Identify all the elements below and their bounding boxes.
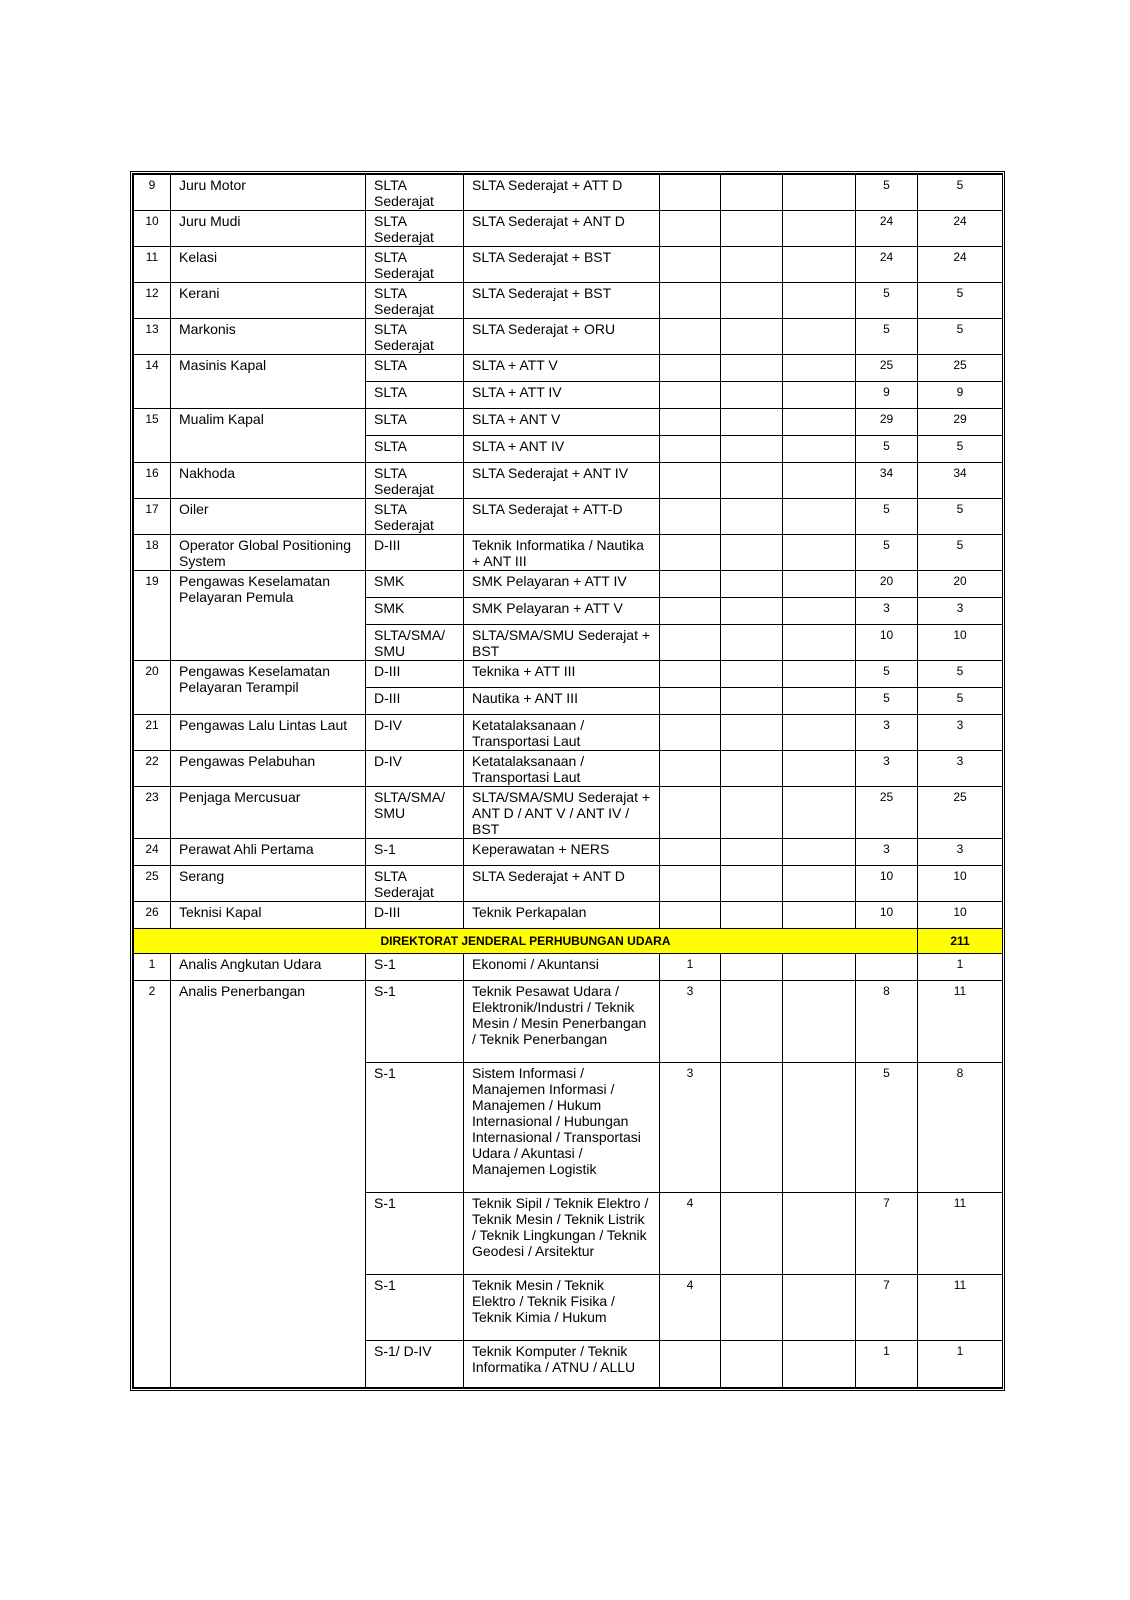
table-row (134, 499, 1003, 535)
formation-table (133, 174, 1003, 1388)
position-name: Nakhoda (171, 463, 366, 499)
qualification: Sistem Informasi / Manajemen Informasi / Manajemen / Hukum Internasional / Hubungan Internasional / Transportasi Udara / Akuntasi / Manajemen Logistik (464, 1063, 660, 1193)
position-name: Masinis Kapal (171, 355, 366, 409)
education-level: SLTA Sederajat (366, 866, 464, 902)
qualification: SLTA + ANT V (464, 409, 660, 436)
row-number: 19 (134, 571, 171, 661)
total-cell: 25 (918, 787, 1003, 839)
count-cell: 5 (856, 499, 918, 535)
position-name: Penjaga Mercusuar (171, 787, 366, 839)
count-cell: 3 (856, 715, 918, 751)
qualification: Teknik Perkapalan (464, 902, 660, 929)
qualification: Teknika + ATT III (464, 661, 660, 688)
total-cell: 1 (918, 954, 1003, 981)
education-level: S-1 (366, 954, 464, 981)
total-cell: 5 (918, 499, 1003, 535)
table-row (134, 319, 1003, 355)
count-cell (721, 1341, 783, 1388)
total-cell: 5 (918, 688, 1003, 715)
position-name: Operator Global Positioning System (171, 535, 366, 571)
count-cell (660, 751, 721, 787)
education-level: SLTA Sederajat (366, 499, 464, 535)
row-number: 17 (134, 499, 171, 535)
count-cell (721, 839, 783, 866)
count-cell (721, 661, 783, 688)
count-cell (721, 715, 783, 751)
section-title: DIREKTORAT JENDERAL PERHUBUNGAN UDARA (134, 929, 918, 954)
count-cell (660, 247, 721, 283)
row-number: 20 (134, 661, 171, 715)
count-cell (660, 839, 721, 866)
row-number: 26 (134, 902, 171, 929)
qualification: SLTA Sederajat + ORU (464, 319, 660, 355)
education-level: SLTA (366, 382, 464, 409)
education-level: SLTA Sederajat (366, 283, 464, 319)
count-cell (721, 751, 783, 787)
position-name: Juru Motor (171, 175, 366, 211)
count-cell (660, 866, 721, 902)
qualification: Nautika + ANT III (464, 688, 660, 715)
table-row (134, 839, 1003, 866)
count-cell (783, 954, 856, 981)
count-cell: 8 (856, 981, 918, 1063)
position-name: Pengawas Pelabuhan (171, 751, 366, 787)
row-number: 15 (134, 409, 171, 463)
table-row (134, 661, 1003, 688)
section-total: 211 (918, 929, 1003, 954)
count-cell: 34 (856, 463, 918, 499)
count-cell (660, 463, 721, 499)
total-cell: 5 (918, 436, 1003, 463)
count-cell: 29 (856, 409, 918, 436)
count-cell: 5 (856, 535, 918, 571)
table-row (134, 355, 1003, 382)
row-number: 23 (134, 787, 171, 839)
count-cell (783, 866, 856, 902)
count-cell (783, 902, 856, 929)
table-row (134, 463, 1003, 499)
total-cell: 5 (918, 535, 1003, 571)
count-cell: 5 (856, 319, 918, 355)
row-number: 24 (134, 839, 171, 866)
qualification: SLTA + ATT V (464, 355, 660, 382)
count-cell (660, 355, 721, 382)
count-cell (660, 382, 721, 409)
count-cell: 5 (856, 688, 918, 715)
row-number: 18 (134, 535, 171, 571)
table-row (134, 715, 1003, 751)
qualification: Teknik Informatika / Nautika + ANT III (464, 535, 660, 571)
education-level: D-III (366, 902, 464, 929)
count-cell (721, 355, 783, 382)
count-cell: 10 (856, 902, 918, 929)
education-level: SLTA Sederajat (366, 211, 464, 247)
education-level: D-IV (366, 715, 464, 751)
count-cell (721, 1275, 783, 1341)
count-cell (783, 211, 856, 247)
count-cell (721, 211, 783, 247)
count-cell (660, 661, 721, 688)
qualification: SLTA + ATT IV (464, 382, 660, 409)
row-number: 14 (134, 355, 171, 409)
count-cell (721, 283, 783, 319)
qualification: SLTA Sederajat + ANT D (464, 211, 660, 247)
row-number: 9 (134, 175, 171, 211)
count-cell (783, 1275, 856, 1341)
count-cell (721, 409, 783, 436)
count-cell (721, 902, 783, 929)
count-cell (783, 787, 856, 839)
count-cell (783, 839, 856, 866)
row-number: 12 (134, 283, 171, 319)
position-name: Pengawas Keselamatan Pelayaran Terampil (171, 661, 366, 715)
position-name: Pengawas Lalu Lintas Laut (171, 715, 366, 751)
count-cell: 3 (856, 598, 918, 625)
count-cell (783, 1193, 856, 1275)
position-name: Serang (171, 866, 366, 902)
position-name: Analis Penerbangan (171, 981, 366, 1388)
count-cell: 3 (856, 839, 918, 866)
count-cell: 10 (856, 625, 918, 661)
table-row (134, 902, 1003, 929)
count-cell (660, 1341, 721, 1388)
count-cell (721, 688, 783, 715)
count-cell: 4 (660, 1193, 721, 1275)
count-cell: 9 (856, 382, 918, 409)
total-cell: 5 (918, 283, 1003, 319)
total-cell: 3 (918, 751, 1003, 787)
count-cell (660, 787, 721, 839)
count-cell (660, 625, 721, 661)
qualification: SLTA Sederajat + ATT-D (464, 499, 660, 535)
count-cell (660, 436, 721, 463)
count-cell: 10 (856, 866, 918, 902)
qualification: SLTA Sederajat + ANT IV (464, 463, 660, 499)
total-cell: 5 (918, 175, 1003, 211)
table-row (134, 981, 1003, 1063)
count-cell (721, 319, 783, 355)
total-cell: 5 (918, 319, 1003, 355)
count-cell (660, 319, 721, 355)
count-cell (721, 625, 783, 661)
table-row (134, 283, 1003, 319)
total-cell: 34 (918, 463, 1003, 499)
total-cell: 11 (918, 1193, 1003, 1275)
count-cell: 3 (660, 1063, 721, 1193)
count-cell (783, 751, 856, 787)
table-row (134, 954, 1003, 981)
education-level: SLTA (366, 436, 464, 463)
count-cell (721, 571, 783, 598)
total-cell: 11 (918, 1275, 1003, 1341)
row-number: 25 (134, 866, 171, 902)
count-cell (660, 598, 721, 625)
table-row (134, 175, 1003, 211)
count-cell (660, 283, 721, 319)
position-name: Markonis (171, 319, 366, 355)
qualification: SMK Pelayaran + ATT IV (464, 571, 660, 598)
count-cell (721, 981, 783, 1063)
count-cell: 5 (856, 283, 918, 319)
table-row (134, 866, 1003, 902)
count-cell (660, 211, 721, 247)
total-cell: 1 (918, 1341, 1003, 1388)
count-cell (721, 499, 783, 535)
total-cell: 24 (918, 211, 1003, 247)
count-cell (783, 688, 856, 715)
qualification: Teknik Mesin / Teknik Elektro / Teknik Fisika / Teknik Kimia / Hukum (464, 1275, 660, 1341)
position-name: Teknisi Kapal (171, 902, 366, 929)
count-cell (660, 535, 721, 571)
education-level: SMK (366, 598, 464, 625)
education-level: D-IV (366, 751, 464, 787)
count-cell (721, 175, 783, 211)
position-name: Mualim Kapal (171, 409, 366, 463)
count-cell (660, 688, 721, 715)
education-level: SLTA (366, 355, 464, 382)
count-cell (783, 382, 856, 409)
total-cell: 25 (918, 355, 1003, 382)
count-cell: 7 (856, 1275, 918, 1341)
qualification: SMK Pelayaran + ATT V (464, 598, 660, 625)
count-cell (660, 499, 721, 535)
total-cell: 8 (918, 1063, 1003, 1193)
count-cell (783, 319, 856, 355)
education-level: SLTA/SMA/ SMU (366, 625, 464, 661)
count-cell: 4 (660, 1275, 721, 1341)
table-row (134, 571, 1003, 598)
count-cell: 1 (856, 1341, 918, 1388)
count-cell (721, 1063, 783, 1193)
qualification: Keperawatan + NERS (464, 839, 660, 866)
position-name: Kelasi (171, 247, 366, 283)
count-cell (783, 1063, 856, 1193)
table-row (134, 247, 1003, 283)
qualification: SLTA Sederajat + BST (464, 283, 660, 319)
qualification: Teknik Pesawat Udara / Elektronik/Industri / Teknik Mesin / Mesin Penerbangan / Teknik Penerbangan (464, 981, 660, 1063)
row-number: 2 (134, 981, 171, 1388)
row-number: 22 (134, 751, 171, 787)
qualification: SLTA Sederajat + BST (464, 247, 660, 283)
count-cell: 5 (856, 661, 918, 688)
count-cell (783, 981, 856, 1063)
total-cell: 9 (918, 382, 1003, 409)
count-cell (783, 598, 856, 625)
count-cell: 3 (856, 751, 918, 787)
count-cell (721, 382, 783, 409)
total-cell: 3 (918, 839, 1003, 866)
qualification: SLTA/SMA/SMU Sederajat + ANT D / ANT V / ANT IV / BST (464, 787, 660, 839)
row-number: 21 (134, 715, 171, 751)
education-level: SLTA (366, 409, 464, 436)
count-cell: 5 (856, 436, 918, 463)
count-cell (721, 787, 783, 839)
position-name: Pengawas Keselamatan Pelayaran Pemula (171, 571, 366, 661)
count-cell (660, 571, 721, 598)
count-cell (783, 661, 856, 688)
count-cell (783, 436, 856, 463)
row-number: 11 (134, 247, 171, 283)
count-cell: 5 (856, 175, 918, 211)
count-cell (721, 463, 783, 499)
position-name: Perawat Ahli Pertama (171, 839, 366, 866)
count-cell: 5 (856, 1063, 918, 1193)
count-cell (721, 535, 783, 571)
count-cell (783, 625, 856, 661)
count-cell (783, 463, 856, 499)
table-row (134, 751, 1003, 787)
qualification: Ekonomi / Akuntansi (464, 954, 660, 981)
count-cell (721, 866, 783, 902)
count-cell (783, 1341, 856, 1388)
qualification: Ketatalaksanaan / Transportasi Laut (464, 715, 660, 751)
count-cell: 24 (856, 211, 918, 247)
qualification: SLTA Sederajat + ATT D (464, 175, 660, 211)
row-number: 10 (134, 211, 171, 247)
education-level: SLTA Sederajat (366, 175, 464, 211)
total-cell: 20 (918, 571, 1003, 598)
formation-table-frame (130, 171, 1005, 1391)
count-cell (721, 436, 783, 463)
position-name: Kerani (171, 283, 366, 319)
count-cell (660, 409, 721, 436)
education-level: SLTA Sederajat (366, 247, 464, 283)
education-level: SLTA Sederajat (366, 319, 464, 355)
total-cell: 10 (918, 625, 1003, 661)
qualification: Teknik Sipil / Teknik Elektro / Teknik Mesin / Teknik Listrik / Teknik Lingkungan / Teknik Geodesi / Arsitektur (464, 1193, 660, 1275)
education-level: D-III (366, 688, 464, 715)
table-row (134, 535, 1003, 571)
count-cell (660, 175, 721, 211)
count-cell (783, 247, 856, 283)
education-level: D-III (366, 535, 464, 571)
total-cell: 5 (918, 661, 1003, 688)
total-cell: 10 (918, 902, 1003, 929)
count-cell: 3 (660, 981, 721, 1063)
count-cell (721, 954, 783, 981)
count-cell (783, 715, 856, 751)
count-cell (660, 902, 721, 929)
total-cell: 24 (918, 247, 1003, 283)
count-cell (721, 247, 783, 283)
count-cell (783, 499, 856, 535)
total-cell: 3 (918, 715, 1003, 751)
count-cell (856, 954, 918, 981)
qualification: Teknik Komputer / Teknik Informatika / ATNU / ALLU (464, 1341, 660, 1388)
section-header-row (134, 929, 1003, 954)
education-level: S-1 (366, 1275, 464, 1341)
count-cell (660, 715, 721, 751)
qualification: SLTA Sederajat + ANT D (464, 866, 660, 902)
count-cell (721, 598, 783, 625)
education-level: D-III (366, 661, 464, 688)
education-level: SMK (366, 571, 464, 598)
count-cell: 25 (856, 355, 918, 382)
count-cell (783, 355, 856, 382)
count-cell: 7 (856, 1193, 918, 1275)
education-level: S-1/ D-IV (366, 1341, 464, 1388)
education-level: S-1 (366, 1193, 464, 1275)
qualification: Ketatalaksanaan / Transportasi Laut (464, 751, 660, 787)
row-number: 1 (134, 954, 171, 981)
qualification: SLTA/SMA/SMU Sederajat + BST (464, 625, 660, 661)
total-cell: 10 (918, 866, 1003, 902)
total-cell: 29 (918, 409, 1003, 436)
row-number: 13 (134, 319, 171, 355)
count-cell (783, 571, 856, 598)
position-name: Oiler (171, 499, 366, 535)
table-row (134, 787, 1003, 839)
education-level: S-1 (366, 1063, 464, 1193)
table-row (134, 211, 1003, 247)
education-level: S-1 (366, 839, 464, 866)
total-cell: 11 (918, 981, 1003, 1063)
education-level: S-1 (366, 981, 464, 1063)
education-level: SLTA Sederajat (366, 463, 464, 499)
count-cell: 25 (856, 787, 918, 839)
count-cell (783, 283, 856, 319)
count-cell (721, 1193, 783, 1275)
count-cell (783, 175, 856, 211)
count-cell: 24 (856, 247, 918, 283)
education-level: SLTA/SMA/ SMU (366, 787, 464, 839)
position-name: Juru Mudi (171, 211, 366, 247)
qualification: SLTA + ANT IV (464, 436, 660, 463)
count-cell: 20 (856, 571, 918, 598)
row-number: 16 (134, 463, 171, 499)
count-cell (783, 409, 856, 436)
position-name: Analis Angkutan Udara (171, 954, 366, 981)
table-row (134, 409, 1003, 436)
count-cell (783, 535, 856, 571)
count-cell: 1 (660, 954, 721, 981)
total-cell: 3 (918, 598, 1003, 625)
